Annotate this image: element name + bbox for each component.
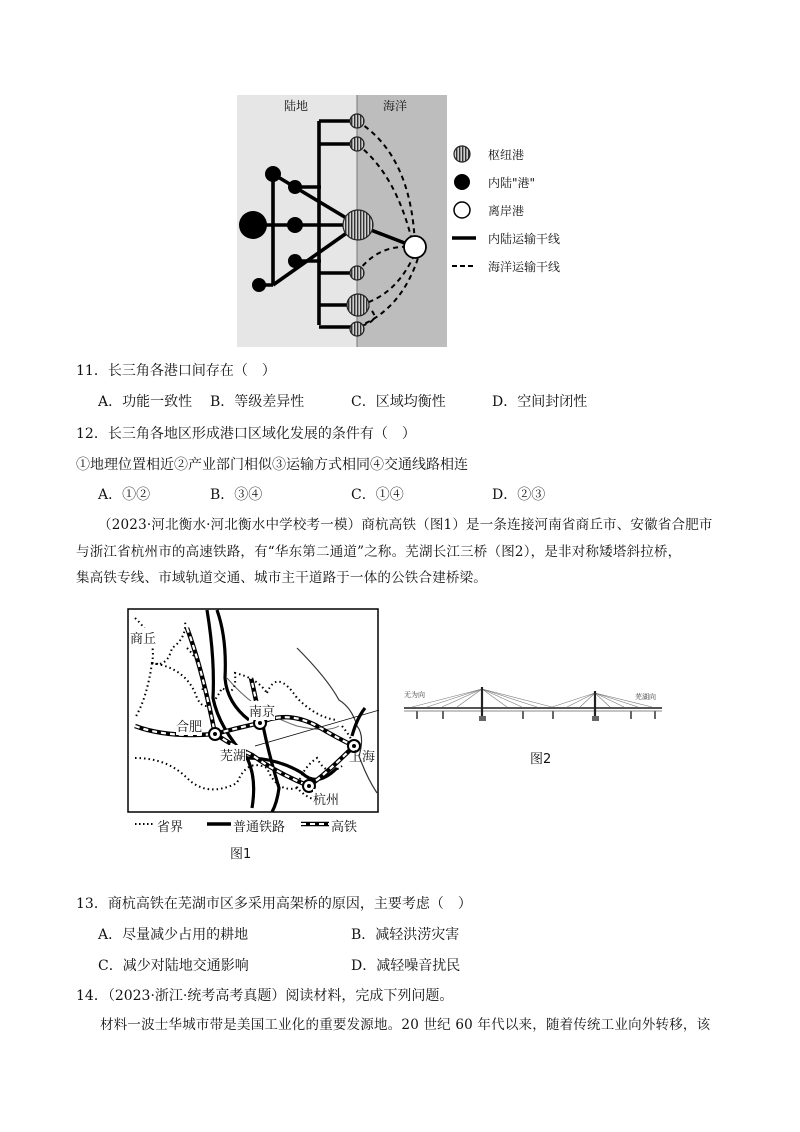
figure-1-caption: 图1 [230,847,252,862]
bridge-left-label: 无为向 [404,691,425,699]
port-legend [450,142,590,282]
legend-hub-label: 枢纽港 [488,148,525,162]
map-legend [133,815,373,835]
legend-inland-line-label: 内陆运输干线 [488,232,561,246]
legend-ocean-line-label: 海洋运输干线 [488,260,561,274]
city-hangzhou: 杭州 [313,789,339,808]
bridge-piers [416,711,656,721]
q13-option-b: B．减轻洪涝灾害 [351,927,460,943]
q12-option-a: A．①② [98,487,151,503]
city-shangqiu: 商丘 [130,628,156,647]
offshore-port [404,236,426,258]
legend-symbols [450,142,490,282]
q13-option-c: C．减少对陆地交通影响 [98,958,249,974]
city-shanghai: 上海 [349,750,376,765]
q11-option-d: D．空间封闭性 [492,394,588,410]
port-network-figure [237,95,447,347]
q14-material-line-1: 材料一波士华城市带是美国工业化的重要发源地。20 世纪 60 年代以来，随着传统工业向外转移，该 [100,1017,711,1033]
q11-option-a: A．功能一致性 [98,394,193,410]
city-nanjing: 南京 [249,701,275,720]
question-12-stem: 12．长三角各地区形成港口区域化发展的条件有（ ） [76,426,416,442]
q13-option-a: A．尽量减少占用的耕地 [98,927,249,943]
question-11-stem: 11．长三角各港口间存在（ ） [76,363,276,379]
passage-line-3: 集高铁专线、市域轨道交通、城市主干道路于一体的公铁合建桥梁。 [76,570,487,586]
legend-railway-label: 普通铁路 [233,820,286,835]
railway-map [127,608,379,813]
figure-2-caption: 图2 [530,752,552,767]
passage-line-2: 与浙江省杭州市的高速铁路，有“华东第二通道”之称。芜湖长江三桥（图2），是非对称矮塔斜拉桥， [76,544,682,560]
land-label: 陆地 [284,99,309,113]
q13-option-d: D．减轻噪音扰民 [351,958,461,974]
q12-option-c: C．①④ [351,487,404,503]
q11-option-c: C．区域均衡性 [351,394,446,410]
question-14-stem: 14．（2023·浙江·统考高考真题）阅读材料，完成下列问题。 [76,988,454,1004]
legend-hsr-label: 高铁 [331,820,358,835]
ocean-label: 海洋 [383,99,408,113]
legend-offshore-label: 离岸港 [488,204,525,218]
bridge-right-label: 芜湖向 [635,693,656,701]
q12-option-d: D．②③ [492,487,546,503]
q12-option-b: B．③④ [210,487,263,503]
question-13-stem: 13．商杭高铁在芜湖市区多采用高架桥的原因，主要考虑（ ） [76,896,472,912]
bridge-figure [402,685,664,725]
passage-line-1: （2023·河北衡水·河北衡水中学校考一模）商杭高铁（图1）是一条连接河南省商丘市、安徽省合肥市 [98,517,713,533]
q12-conditions: ①地理位置相近②产业部门相似③运输方式相同④交通线路相连 [76,457,468,473]
port-diagram [237,95,447,347]
q11-option-b: B．等级差异性 [210,394,305,410]
bridge-drawing [402,685,664,725]
legend-province-label: 省界 [157,820,184,835]
city-wuhu: 芜湖 [220,745,246,764]
city-hefei: 合肥 [176,716,202,735]
legend-inland-label: 内陆"港" [488,176,536,190]
